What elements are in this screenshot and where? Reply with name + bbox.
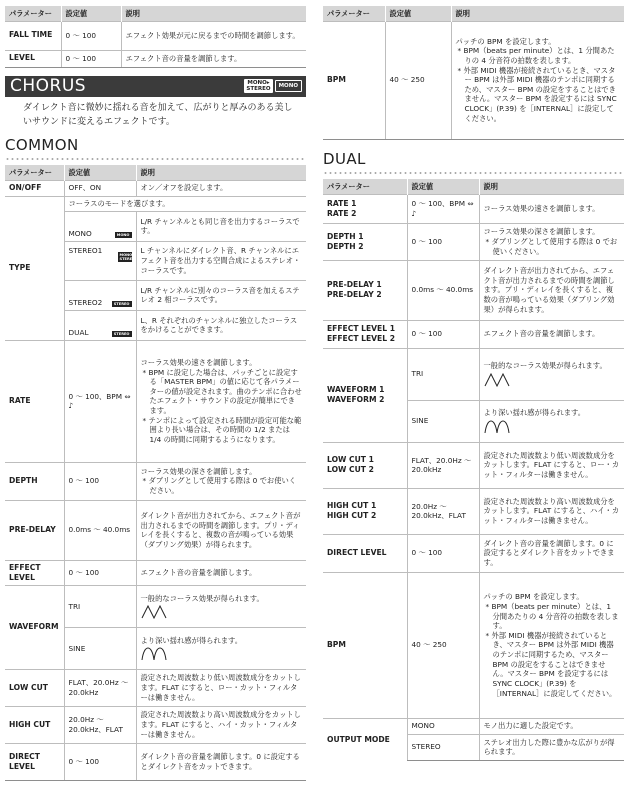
param-name: RATE bbox=[5, 340, 64, 462]
dotted-divider bbox=[5, 157, 306, 161]
header-value: 設定値 bbox=[407, 179, 479, 194]
dual-param-table bbox=[323, 179, 624, 761]
param-name: PRE-DELAY 1 PRE-DELAY 2 bbox=[323, 260, 407, 320]
param-value: FLAT、20.0Hz ～ 20.0kHz bbox=[64, 669, 136, 706]
param-desc: コーラス効果の深さを調節します。 * ダブリングとして使用する際は 0 でお使いください。 bbox=[136, 462, 306, 500]
param-desc: エフェクト音の音量を調節します。 bbox=[479, 320, 624, 348]
chorus-intro: ダイレクト音に微妙に揺れる音を加えて、広がりと厚みのある美しいサウンドに変えるエフェクトです。 bbox=[23, 102, 293, 127]
param-name: DIRECT LEVEL bbox=[5, 743, 64, 780]
param-name: OUTPUT MODE bbox=[323, 718, 407, 760]
option-desc: L、R それぞれのチャンネルに独立したコーラスをかけることができます。 bbox=[136, 310, 306, 340]
param-name: EFFECT LEVEL bbox=[5, 560, 64, 585]
option-tri: TRI bbox=[407, 348, 479, 400]
table-row bbox=[5, 340, 306, 462]
table-row bbox=[323, 488, 624, 534]
param-value: 0 ～ 100、BPM ⇔ ♪ bbox=[407, 194, 479, 223]
param-value: 20.0Hz ～ 20.0kHz、FLAT bbox=[407, 488, 479, 534]
table-row bbox=[5, 743, 306, 780]
table-header bbox=[5, 6, 306, 21]
header-value: 設定値 bbox=[385, 6, 451, 21]
option-stereo1: STEREO1 MONO STEREO bbox=[68, 245, 136, 261]
param-name: LOW CUT bbox=[5, 669, 64, 706]
param-desc: 設定された周波数より低い周波数成分をカットします。FLAT にすると、ロー・カット・フィルターは働きません。 bbox=[136, 669, 306, 706]
param-name: HIGH CUT bbox=[5, 706, 64, 743]
option-desc: L/R チャンネルとも同じ音を出力するコーラスです。 bbox=[136, 211, 306, 241]
param-value: FLAT、20.0Hz ～ 20.0kHz bbox=[407, 442, 479, 488]
param-name: WAVEFORM 1 WAVEFORM 2 bbox=[323, 348, 407, 442]
param-name: BPM bbox=[323, 21, 385, 139]
param-name: LEVEL bbox=[5, 50, 61, 67]
param-name: DEPTH bbox=[5, 462, 64, 500]
param-desc: エフェクト音の音量を調節します。 bbox=[136, 560, 306, 585]
table-row bbox=[323, 534, 624, 572]
stereo-badge-icon: STEREO bbox=[113, 302, 130, 307]
option-stereo2: STEREO2 STEREO bbox=[68, 297, 130, 307]
param-name: ON/OFF bbox=[5, 180, 64, 196]
param-desc: オン／オフを設定します。 bbox=[136, 180, 306, 196]
table-row bbox=[5, 560, 306, 585]
param-name: DEPTH 1 DEPTH 2 bbox=[323, 223, 407, 260]
table-row bbox=[5, 500, 306, 560]
right-column bbox=[323, 6, 624, 761]
param-name: WAVEFORM bbox=[5, 585, 64, 669]
param-value: 0.0ms ～ 40.0ms bbox=[64, 500, 136, 560]
sine-wave-icon bbox=[484, 420, 510, 434]
chorus-title: CHORUS bbox=[10, 75, 87, 96]
param-name: TYPE bbox=[5, 196, 64, 340]
option-mono: MONO MONO bbox=[68, 228, 130, 238]
param-value: 40 ～ 250 bbox=[385, 21, 451, 139]
param-name: FALL TIME bbox=[5, 21, 61, 50]
option-desc: 一般的なコーラス効果が得られます。 bbox=[136, 585, 306, 627]
header-desc: 説明 bbox=[136, 165, 306, 180]
table-row bbox=[5, 21, 306, 50]
note-bullet: * テンポによって設定される時間が設定可能な範囲より長い場合は、その時間の 1/2 または 1/4 の時間に同期するようになります。 bbox=[141, 416, 303, 445]
table-row bbox=[323, 260, 624, 320]
header-param: パラメーター bbox=[323, 6, 385, 21]
param-desc: コーラスのモードを選びます。 bbox=[64, 196, 306, 211]
param-desc: 設定された周波数より高い周波数成分をカットします。FLAT にすると、ハイ・カット・フィルターは働きません。 bbox=[479, 488, 624, 534]
table-row bbox=[5, 50, 306, 67]
param-name: HIGH CUT 1 HIGH CUT 2 bbox=[323, 488, 407, 534]
stereo-badge-icon: STEREO bbox=[113, 332, 130, 337]
option-desc: L チャンネルにダイレクト音、R チャンネルにエフェクト音を出力する空間合成によるステレオ・コーラスです。 bbox=[136, 241, 306, 280]
header-value: 設定値 bbox=[61, 6, 121, 21]
table-row bbox=[5, 180, 306, 196]
param-value: 0 ～ 100 bbox=[61, 50, 121, 67]
param-desc: コーラス効果の速さを調節します。 * BPM に設定した場合は、パッチごとに設定する「MASTER BPM」の値に応じて各パラメーターの値が設定されます。曲のテンポに合わせたエフェクト・サウンドの設定が簡単にできます。 * テンポによって設定される時間が設定可能な範囲より長い場合は、その時間の 1/2 または 1/4 の時間に同期するようになります。 bbox=[136, 340, 306, 462]
table-row bbox=[5, 669, 306, 706]
param-desc: コーラス効果の速さを調節します。 bbox=[479, 194, 624, 223]
option-desc: より深い揺れ感が得られます。 bbox=[136, 627, 306, 669]
table-row bbox=[323, 223, 624, 260]
param-desc: ダイレクト音が出力されてから、エフェクト音が出力されるまでの時間を調節します。プリ・ディレイを長くすると、複数の音が鳴っている効果（ダブリング効果）が得られます。 bbox=[479, 260, 624, 320]
mono-badge-icon: MONO bbox=[275, 80, 302, 92]
dotted-divider bbox=[323, 171, 624, 175]
param-name: DIRECT LEVEL bbox=[323, 534, 407, 572]
option-sine: SINE bbox=[64, 627, 136, 669]
param-value: 0 ～ 100 bbox=[64, 560, 136, 585]
option-stereo: STEREO bbox=[407, 734, 479, 760]
left-column bbox=[5, 6, 306, 781]
option-desc: 一般的なコーラス効果が得られます。 bbox=[479, 348, 624, 400]
option-desc: モノ出力に適した設定です。 bbox=[479, 718, 624, 734]
param-value: 0 ～ 100 bbox=[407, 534, 479, 572]
option-tri: TRI bbox=[64, 585, 136, 627]
param-desc: パッチの BPM を設定します。 * BPM（beats per minute）とは、1 分間あたりの 4 分音符の拍数を表します。 * 外部 MIDI 機器が接続されているとき、マスター BPM は外部 MIDI 機器のテンポに同期するため、マスター BPM の設定をすることはできません。マスター BPM を設定するには SYNC CLOCK」(P.39) を［INTERNAL］に設定してください。 bbox=[451, 21, 624, 139]
param-desc: パッチの BPM を設定します。 * BPM（beats per minute）とは、1 分間あたりの 4 分音符の拍数を表します。 * 外部 MIDI 機器が接続されているとき、マスター BPM は外部 MIDI 機器のテンポに同期するため、マスター BPM の設定をすることはできません。マスター BPM を設定するには SYNC CLOCK」(P.39) を［INTERNAL］に設定してください。 bbox=[479, 572, 624, 718]
param-desc: ダイレクト音の音量を調節します。0 に設定するとダイレクト音をカットできます。 bbox=[479, 534, 624, 572]
note-bullet: * ダブリングとして使用する際は 0 でお使いください。 bbox=[141, 476, 303, 495]
top-param-table bbox=[5, 6, 306, 68]
table-header bbox=[5, 165, 306, 180]
param-value: 20.0Hz ～ 20.0kHz、FLAT bbox=[64, 706, 136, 743]
table-row bbox=[5, 196, 306, 211]
param-value: OFF、ON bbox=[64, 180, 136, 196]
param-name: RATE 1 RATE 2 bbox=[323, 194, 407, 223]
mono-stereo-badge-icon: MONO▸ STEREO bbox=[246, 80, 271, 92]
param-desc: エフェクト音の音量を調節します。 bbox=[121, 50, 306, 67]
table-header bbox=[323, 6, 624, 21]
table-row bbox=[323, 21, 624, 139]
note-bullet: * BPM（beats per minute）とは、1 分間あたりの 4 分音符の拍数を表します。 bbox=[484, 602, 621, 631]
option-desc: L/R チャンネルに別々のコーラス音を加えるステレオ 2 相コーラスです。 bbox=[136, 280, 306, 310]
header-desc: 説明 bbox=[121, 6, 306, 21]
sine-wave-icon bbox=[141, 647, 167, 661]
header-param: パラメーター bbox=[5, 165, 64, 180]
param-desc: ダイレクト音の音量を調節します。0 に設定するとダイレクト音をカットできます。 bbox=[136, 743, 306, 780]
table-row bbox=[323, 718, 624, 734]
mono-stereo-badge-icon: MONO STEREO bbox=[119, 252, 136, 261]
bpm-param-table bbox=[323, 6, 624, 140]
chorus-badges bbox=[244, 79, 302, 93]
param-name: BPM bbox=[323, 572, 407, 718]
table-row bbox=[323, 320, 624, 348]
header-desc: 説明 bbox=[451, 6, 624, 21]
param-value: 0 ～ 100 bbox=[64, 743, 136, 780]
option-sine: SINE bbox=[407, 400, 479, 442]
param-name: LOW CUT 1 LOW CUT 2 bbox=[323, 442, 407, 488]
note-bullet: * 外部 MIDI 機器が接続されているとき、マスター BPM は外部 MIDI 機器のテンポに同期するため、マスター BPM の設定をすることはできません。マスター BPM を設定するには SYNC CLOCK」(P.39) を［INTERNAL］に設定してください。 bbox=[484, 631, 621, 698]
table-row bbox=[5, 462, 306, 500]
note-bullet: * BPM に設定した場合は、パッチごとに設定する「MASTER BPM」の値に応じて各パラメーターの値が設定されます。曲のテンポに合わせたエフェクト・サウンドの設定が簡単にできます。 bbox=[141, 368, 303, 416]
header-param: パラメーター bbox=[5, 6, 61, 21]
table-header bbox=[323, 179, 624, 194]
param-value: 0 ～ 100 bbox=[407, 320, 479, 348]
note-bullet: * 外部 MIDI 機器が接続されているとき、マスター BPM は外部 MIDI 機器のテンポに同期するため、マスター BPM の設定をすることはできません。マスター BPM を設定するには SYNC CLOCK」(P.39) を［INTERNAL］に設定してください。 bbox=[456, 66, 621, 124]
header-param: パラメーター bbox=[323, 179, 407, 194]
param-value: 0.0ms ～ 40.0ms bbox=[407, 260, 479, 320]
option-mono: MONO bbox=[407, 718, 479, 734]
triangle-wave-icon bbox=[141, 605, 167, 619]
param-desc: ダイレクト音が出力されてから、エフェクト音が出力されるまでの時間を調節します。プリ・ディレイを長くすると、複数の音が鳴っている効果（ダブリング効果）が得られます。 bbox=[136, 500, 306, 560]
table-row bbox=[5, 706, 306, 743]
param-name: PRE-DELAY bbox=[5, 500, 64, 560]
section-title-dual: DUAL bbox=[323, 149, 366, 168]
param-value: 0 ～ 100 bbox=[64, 462, 136, 500]
section-title-common: COMMON bbox=[5, 135, 79, 154]
header-desc: 説明 bbox=[479, 179, 624, 194]
chorus-title-bar bbox=[5, 76, 306, 97]
table-row bbox=[323, 194, 624, 223]
option-desc: より深い揺れ感が得られます。 bbox=[479, 400, 624, 442]
param-desc: 設定された周波数より高い周波数成分をカットします。FLAT にすると、ハイ・カット・フィルターは働きません。 bbox=[136, 706, 306, 743]
triangle-wave-icon bbox=[484, 373, 510, 387]
common-param-table bbox=[5, 165, 306, 781]
option-desc: ステレオ出力した際に豊かな広がりが得られます。 bbox=[479, 734, 624, 760]
param-desc: エフェクト効果が元に戻るまでの時間を調節します。 bbox=[121, 21, 306, 50]
table-row bbox=[323, 572, 624, 718]
option-dual: DUAL STEREO bbox=[68, 327, 130, 337]
param-desc: 設定された周波数より低い周波数成分をカットします。FLAT にすると、ロー・カット・フィルターは働きません。 bbox=[479, 442, 624, 488]
param-value: 40 ～ 250 bbox=[407, 572, 479, 718]
param-value: 0 ～ 100 bbox=[61, 21, 121, 50]
header-value: 設定値 bbox=[64, 165, 136, 180]
param-desc: コーラス効果の深さを調節します。 * ダブリングとして使用する際は 0 でお使いください。 bbox=[479, 223, 624, 260]
table-row bbox=[323, 442, 624, 488]
mono-badge-icon: MONO bbox=[116, 233, 130, 238]
param-name: EFFECT LEVEL 1 EFFECT LEVEL 2 bbox=[323, 320, 407, 348]
param-value: 0 ～ 100 bbox=[407, 223, 479, 260]
table-row bbox=[5, 585, 306, 627]
param-value: 0 ～ 100、BPM ⇔ ♪ bbox=[64, 340, 136, 462]
table-row bbox=[323, 348, 624, 400]
note-bullet: * BPM（beats per minute）とは、1 分間あたりの 4 分音符の拍数を表します。 bbox=[456, 46, 621, 65]
note-bullet: * ダブリングとして使用する際は 0 でお使いください。 bbox=[484, 237, 621, 256]
